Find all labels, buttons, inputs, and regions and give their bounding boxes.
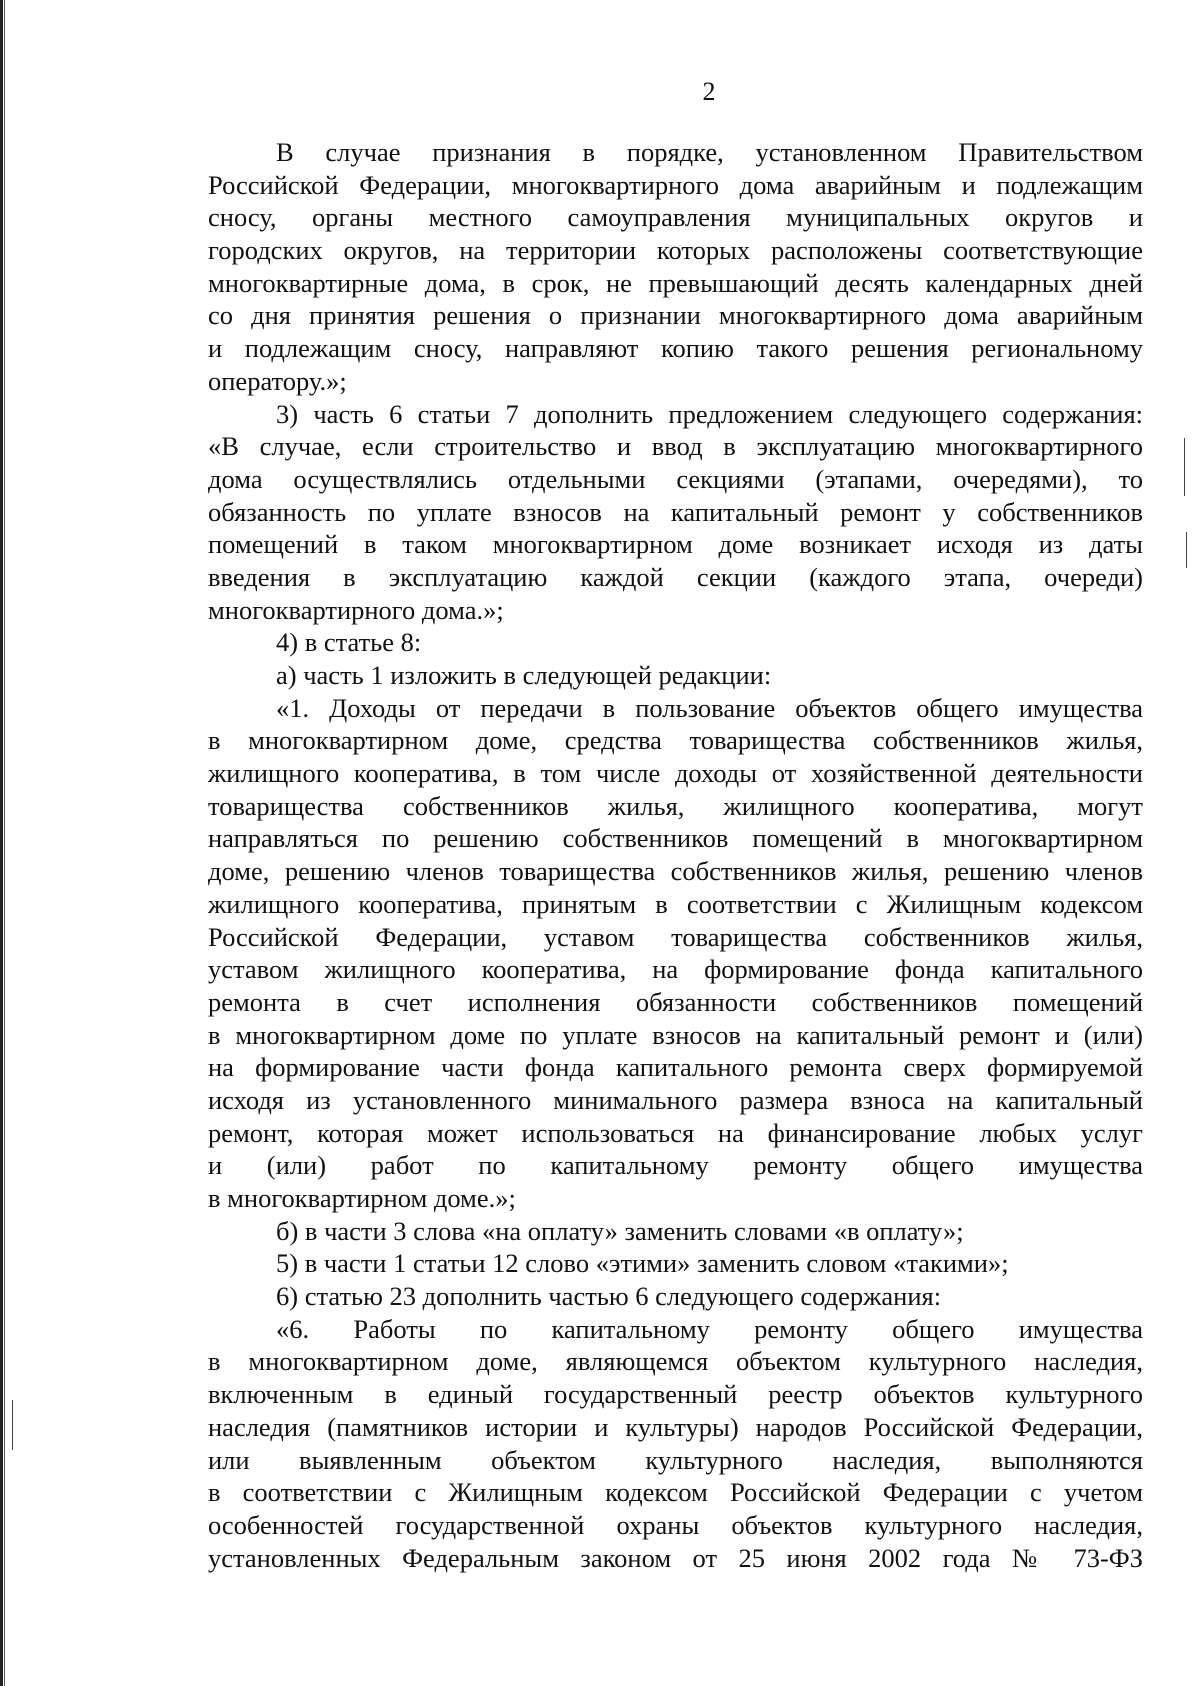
text-line: введения в эксплуатацию каждой секции (каждого этапа, очереди)	[208, 561, 1143, 592]
text-line: городских округов, на территории которых расположены соответствующие	[208, 235, 1143, 266]
scan-mark-right-mid	[1186, 532, 1187, 568]
text-line: «1. Доходы от передачи в пользование объектов общего имущества	[276, 692, 1143, 723]
text-line: 5) в части 1 статьи 12 слово «этими» заменить словом «такими»;	[276, 1248, 1009, 1279]
scan-edge	[0, 0, 3, 1686]
text-line: дома осуществлялись отдельными секциями (этапами, очередями), то	[208, 463, 1143, 494]
text-line: в многоквартирном доме по уплате взносов на капитальный ремонт и (или)	[208, 1019, 1143, 1050]
text-line: В случае признания в порядке, установленном Правительством	[276, 137, 1143, 167]
text-line: обязанность по уплате взносов на капитальный ремонт у собственников	[208, 496, 1143, 527]
text-line: а) часть 1 изложить в следующей редакции:	[276, 660, 772, 690]
document-body	[208, 136, 1143, 1574]
text-line: направляться по решению собственников помещений в многоквартирном	[208, 823, 1143, 854]
text-line: товарищества собственников жилья, жилищного кооператива, могут	[208, 790, 1143, 821]
text-line: «6. Работы по капитальному ремонту общего имущества	[276, 1313, 1143, 1344]
text-line: 4) в статье 8:	[276, 627, 422, 658]
text-line: оператору.»;	[208, 365, 347, 396]
text-line: и подлежащим сносу, направляют копию такого решения региональному	[208, 333, 1143, 364]
text-line: в многоквартирном доме, являющемся объектом культурного наследия,	[208, 1346, 1143, 1377]
text-line: доме, решению членов товарищества собственников жилья, решению членов	[208, 856, 1143, 887]
text-line: многоквартирные дома, в срок, не превышающий десять календарных дней	[208, 267, 1143, 298]
text-line: исходя из установленного минимального размера взноса на капитальный	[208, 1084, 1143, 1115]
text-line: наследия (памятников истории и культуры) народов Российской Федерации,	[208, 1411, 1143, 1442]
text-line: Российской Федерации, уставом товарищества собственников жилья,	[208, 921, 1143, 952]
text-line: на формирование части фонда капитального ремонта сверх формируемой	[208, 1052, 1143, 1083]
text-line: сносу, органы местного самоуправления муниципальных округов и	[208, 202, 1143, 233]
text-line: и (или) работ по капитальному ремонту общего имущества	[208, 1150, 1143, 1181]
text-line: в соответствии с Жилищным кодексом Российской Федерации с учетом	[208, 1477, 1143, 1508]
page-number: 2	[702, 77, 716, 106]
text-line: особенностей государственной охраны объектов культурного наследия,	[208, 1509, 1143, 1540]
text-line: жилищного кооператива, принятым в соответствии с Жилищным кодексом	[208, 888, 1143, 919]
text-line: ремонт, которая может использоваться на финансирование любых услуг	[208, 1117, 1143, 1148]
text-line: в многоквартирном доме, средства товарищества собственников жилья,	[208, 725, 1143, 756]
text-line: 6) статью 23 дополнить частью 6 следующего содержания:	[276, 1281, 942, 1312]
text-line: многоквартирного дома.»;	[208, 594, 504, 625]
text-line: в многоквартирном доме.»;	[208, 1183, 516, 1213]
text-line: б) в части 3 слова «на оплату» заменить словами «в оплату»;	[276, 1215, 964, 1246]
text-line: Российской Федерации, многоквартирного дома аварийным и подлежащим	[208, 169, 1143, 200]
text-line: включенным в единый государственный реестр объектов культурного	[208, 1379, 1143, 1410]
text-line: жилищного кооператива, в том числе доходы от хозяйственной деятельности	[208, 758, 1143, 789]
text-line: уставом жилищного кооператива, на формирование фонда капитального	[208, 954, 1143, 985]
text-line: 3) часть 6 статьи 7 дополнить предложением следующего содержания:	[276, 398, 1143, 429]
text-line: установленных Федеральным законом от 25 июня 2002 года № 73-ФЗ	[208, 1542, 1143, 1573]
text-line: ремонта в счет исполнения обязанности собственников помещений	[208, 986, 1143, 1017]
text-line: со дня принятия решения о признании многоквартирного дома аварийным	[208, 300, 1143, 331]
text-line: помещений в таком многоквартирном доме возникает исходя из даты	[208, 529, 1143, 560]
scan-mark-left-bottom	[12, 1400, 13, 1450]
text-line: «В случае, если строительство и ввод в эксплуатацию многоквартирного	[208, 431, 1143, 462]
scan-edge-inner	[4, 0, 5, 1686]
scan-mark-right-top	[1184, 438, 1185, 496]
text-line: или выявленным объектом культурного наследия, выполняются	[208, 1444, 1143, 1475]
